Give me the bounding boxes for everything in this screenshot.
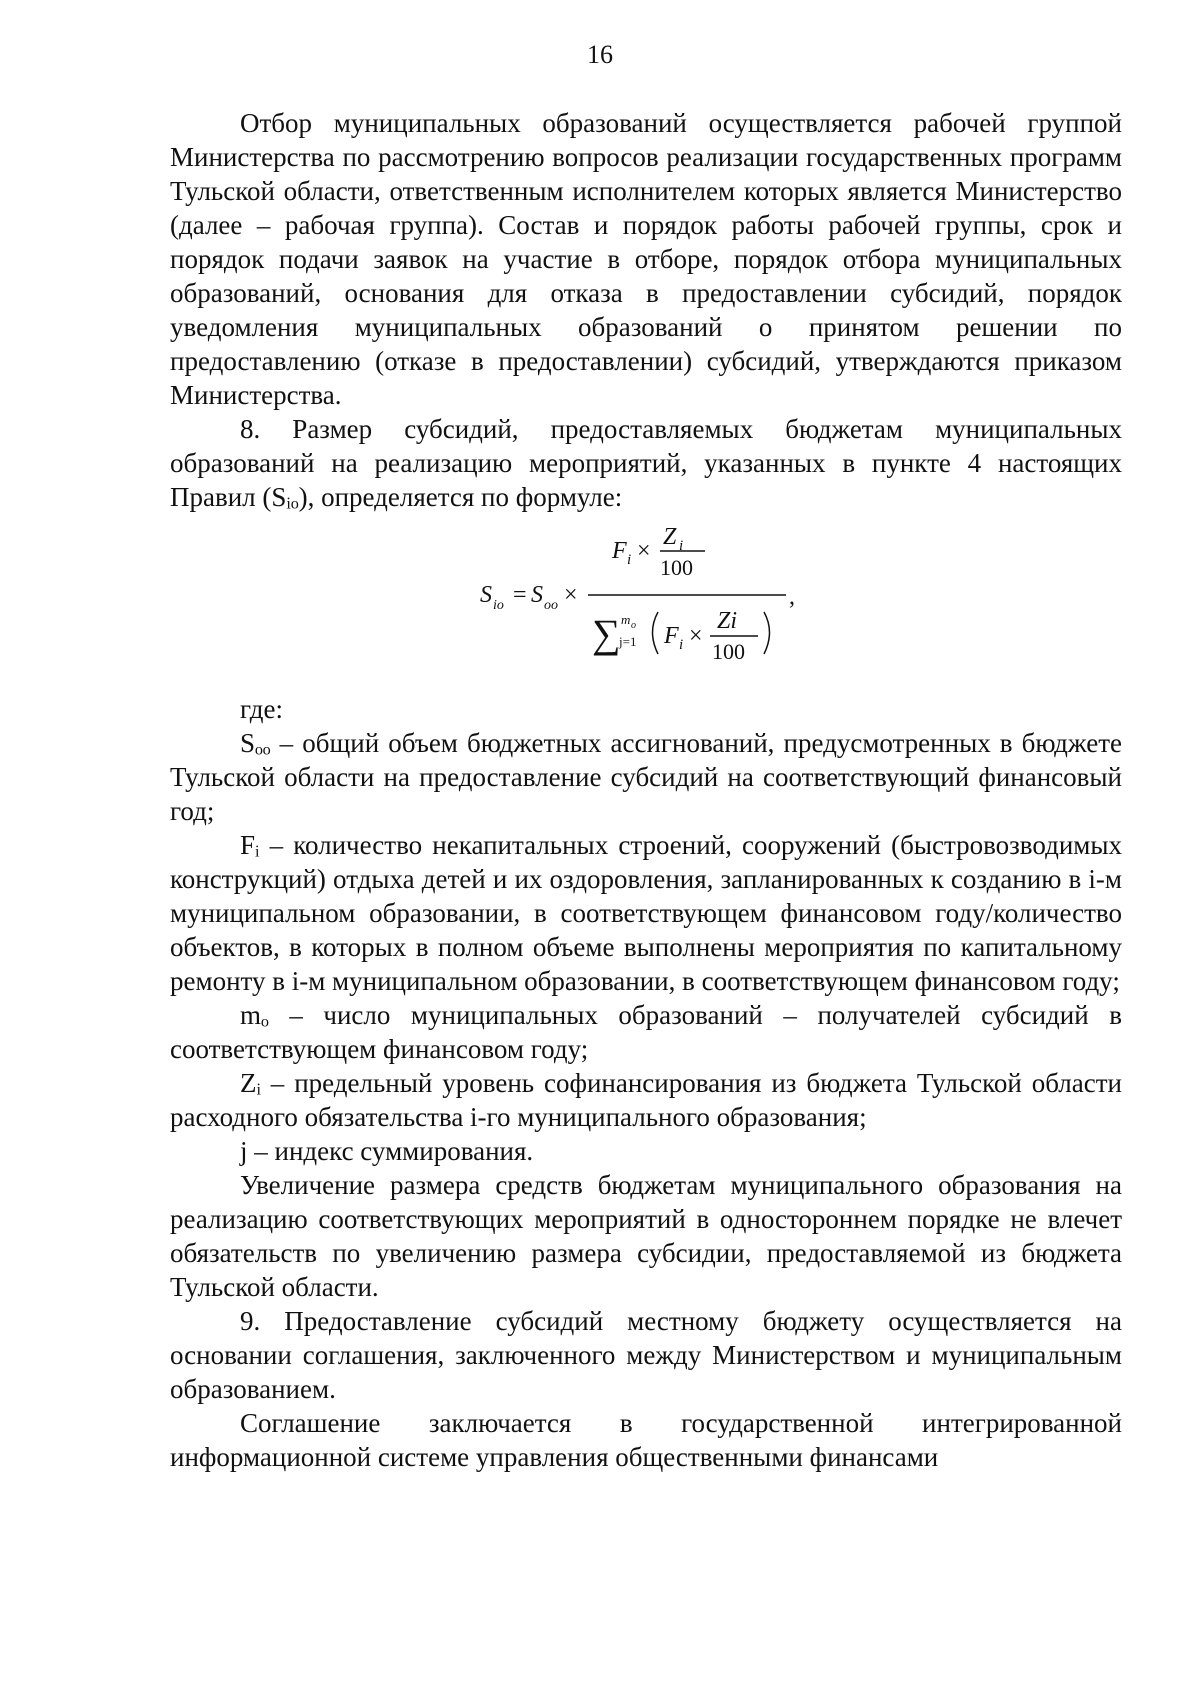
formula-sum-upper-sub: o <box>631 620 636 631</box>
definition-s-oo: Sₒₒ – общий объем бюджетных ассигнований, предусмотренных в бюджете Тульской области на предоставление субсидий на соответствующий финансовый год; <box>170 728 1122 826</box>
formula-sum-upper: m <box>621 612 631 627</box>
sum-icon: ∑ <box>592 611 621 656</box>
formula-paren-left <box>653 612 659 654</box>
formula-times: × <box>564 582 578 608</box>
formula-num-z: Z <box>663 524 677 550</box>
formula-den-zi: Zi <box>717 608 738 634</box>
paragraph-item-8: 8. Размер субсидий, предоставляемых бюджетам муниципальных образований на реализацию мероприятий, указанных в пункте 4 настоящих Правил (Sᵢₒ), определяется по формуле: <box>170 414 1122 512</box>
formula-graphic <box>480 514 880 692</box>
formula-lhs: S <box>480 582 492 608</box>
formula-num-z-sub: i <box>679 538 684 554</box>
formula-paren-right <box>764 612 770 654</box>
formula-den-f-sub: i <box>679 637 684 653</box>
formula-den-times: × <box>689 623 703 649</box>
formula-num-times: × <box>637 538 651 564</box>
page-number: 16 <box>587 40 613 69</box>
formula-num-hundred: 100 <box>660 555 693 580</box>
formula-lhs-sub: io <box>493 598 504 613</box>
definition-m-o: mₒ – число муниципальных образований – получателей субсидий в соответствующем финансовом году; <box>170 1000 1122 1064</box>
definition-f-i: Fᵢ – количество некапитальных строений, сооружений (быстровозводимых конструкций) отдыха детей и их оздоровления, запланированных к созданию в i-м муниципальном образовании, в соответствующем финансовом году/количество объектов, в которых в полном объеме выполнены мероприятия по капитальному ремонту в i-м муниципальном образовании, в соответствующем финансовом году; <box>170 830 1122 996</box>
formula-equals: = <box>513 582 527 608</box>
formula-comma: , <box>789 584 795 610</box>
definition-j: j – индекс суммирования. <box>240 1136 534 1166</box>
formula-num-f-sub: i <box>627 552 632 568</box>
paragraph-item-9: 9. Предоставление субсидий местному бюджету осуществляется на основании соглашения, заключенного между Министерством и муниципальным образованием. <box>170 1306 1122 1404</box>
formula-den-f: F <box>664 623 679 649</box>
document-body <box>170 106 1122 1474</box>
paragraph-selection: Отбор муниципальных образований осуществляется рабочей группой Министерства по рассмотрению вопросов реализации государственных программ Тульской области, ответственным исполнителем которых является Министерство (далее – рабочая группа). Состав и порядок работы рабочей группы, срок и порядок подачи заявок на участие в отборе, порядок отбора муниципальных образований, основания для отказа в предоставлении субсидий, порядок уведомления муниципальных образований о принятом решении по предоставлению (отказе в предоставлении) субсидий, утверждаются приказом Министерства. <box>170 108 1122 410</box>
subsidy-formula <box>170 514 1122 692</box>
definition-z-i: Zᵢ – предельный уровень софинансирования из бюджета Тульской области расходного обязательства i-го муниципального образования; <box>170 1068 1122 1132</box>
formula-sum-lower: j=1 <box>619 634 637 649</box>
where-label: где: <box>240 694 283 724</box>
formula-den-hundred: 100 <box>712 639 745 664</box>
formula-s-oo: S <box>531 582 543 608</box>
paragraph-agreement: Соглашение заключается в государственной интегрированной информационной системе управления общественными финансами <box>170 1408 1122 1472</box>
formula-num-f: F <box>612 538 627 564</box>
formula-s-oo-sub: oo <box>544 598 558 613</box>
paragraph-increase: Увеличение размера средств бюджетам муниципального образования на реализацию соответствующих мероприятий в одностороннем порядке не влечет обязательств по увеличению размера субсидии, предоставляемой из бюджета Тульской области. <box>170 1170 1122 1302</box>
